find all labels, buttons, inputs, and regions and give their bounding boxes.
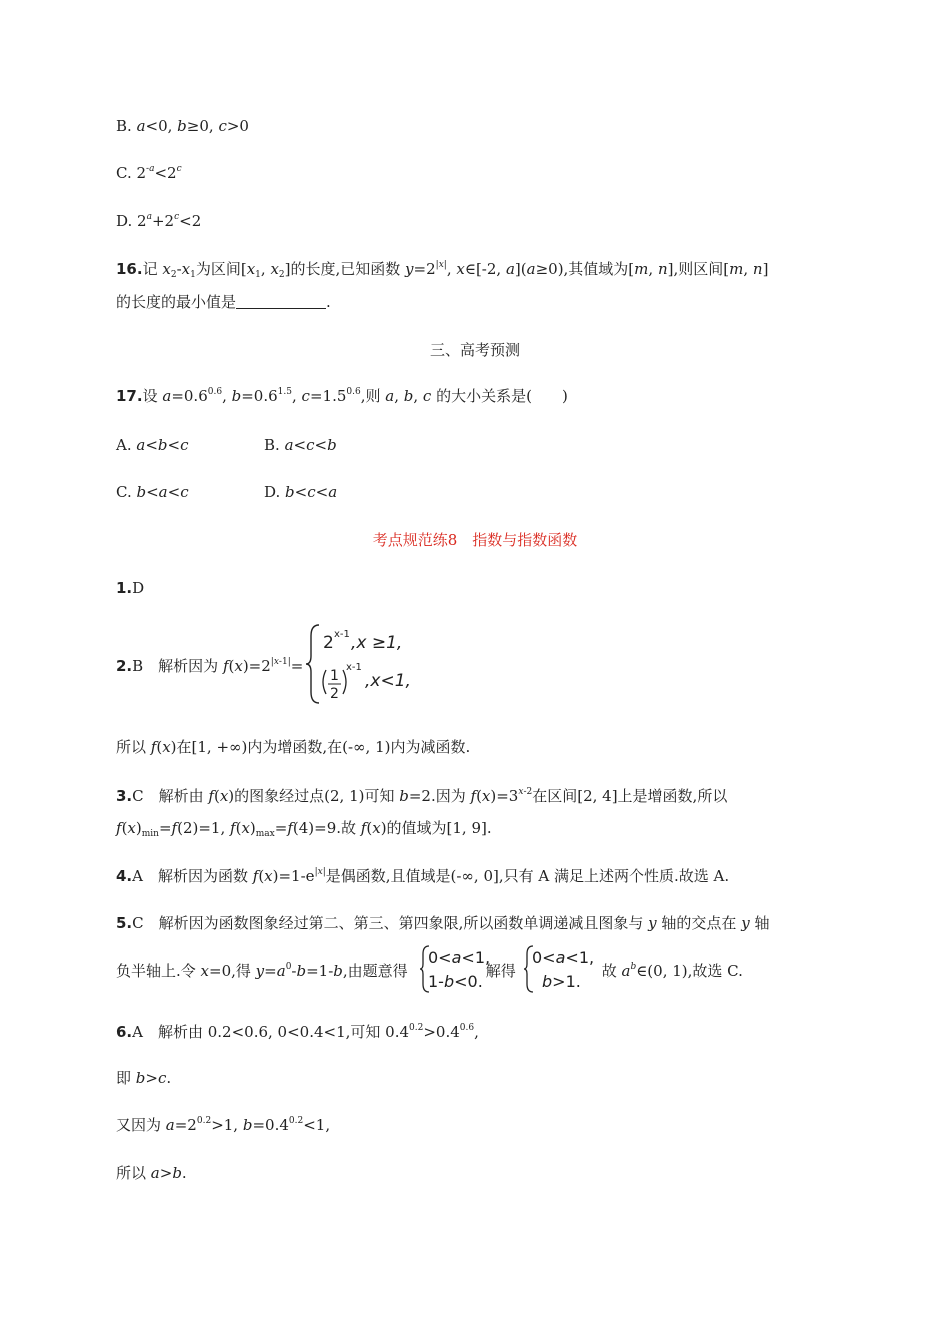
q17-option-b: B. a<c<b [264,436,337,454]
section-heading: 三、高考预测 [429,341,520,359]
answer-2-head: 2.B 解析因为 $f(x)=2^{|x-1|}=$ [116,657,304,675]
answer-3-line2: $f(x)_{min}=f(2)=1$, $f(x)_{max}=f(4)=9$.故 f(x)的值域为[1, 9]. [116,819,492,839]
answer-6-line3: 又因为 $a=2^{0.2}>1$, $b=0.4^{0.2}<1$, [116,1116,331,1134]
q16-end: . [326,293,331,311]
svg-text:b>1.: b>1. [542,972,581,991]
answer-1: 1.D [116,579,145,597]
q15-option-c: C. $2^{-a}<2^c$ [116,164,182,182]
svg-text:x-1: x-1 [334,629,350,640]
svg-text:2: 2 [330,686,339,702]
piecewise-function [305,622,435,706]
answer-6-line1: 6.A 解析由 0.2<0.6, 0<0.4<1,可知 $0.4^{0.2}>0.4^{0.6}$, [116,1023,479,1041]
answer-2-tail: 所以 f(x)在[1, +∞)内为增函数,在(-∞, 1)内为减函数. [116,738,471,756]
svg-text:2: 2 [323,633,334,653]
system-condition [420,944,496,994]
answer-6-line2: 即 b>c. [116,1069,172,1087]
q15-option-d: D. $2^a+2^c<2$ [116,212,202,230]
answer-3-line1: 3.C 解析由 f(x)的图象经过点(2, 1)可知 b=2.因为 $f(x)=3^{x-2}$在区间[2, 4]上是增函数,所以 [116,787,728,805]
system-solution [524,944,610,994]
answer-4: 4.A 解析因为函数 $f(x)=1-e^{|x|}$是偶函数,且值域是(-∞, 0],只有 A 满足上述两个性质.故选 A. [116,867,730,885]
q16-number: 16. [116,260,143,278]
answer-5-line1: 5.C 解析因为函数图象经过第二、第三、第四象限,所以函数单调递减且图象与 y 轴的交点在 y 轴 [116,914,770,932]
svg-text:x-1: x-1 [346,662,362,673]
answers-title: 考点规范练8 指数与指数函数 [372,531,578,549]
answer-blank[interactable] [236,294,326,309]
q17-option-c: C. b<a<c [116,483,189,501]
svg-text:,x ≥1,: ,x ≥1, [351,633,403,653]
svg-text:1: 1 [330,668,339,684]
answer-6-line4: 所以 a>b. [116,1164,187,1182]
q17-stem: 17.设 $a=0.6^{0.6}$, $b=0.6^{1.5}$, $c=1.5^{0.6}$,则 a, b, c 的大小关系是( ) [116,387,568,405]
q16-line2-text: 的长度的最小值是 [116,293,237,311]
q17-number: 17. [116,387,143,405]
svg-text:0<a<1,: 0<a<1, [428,948,491,967]
svg-text:0<a<1,: 0<a<1, [532,948,595,967]
svg-text:,x<1,: ,x<1, [365,671,411,691]
svg-text:1-b<0.: 1-b<0. [428,972,483,991]
q16-line2 [116,292,331,312]
answer-5-line2: 负半轴上.令 x=0,得 $y=a^0-b=1-b$,由题意得 解得 故 $a^b\in(0$, 1),故选 C. [116,962,743,980]
q17-option-a: A. a<b<c [116,436,189,454]
q15-option-b: B. a<0, b≥0, c>0 [116,117,249,135]
q17-option-d: D. b<c<a [264,483,338,501]
q16-line1: 16.记 $x_2-x_1$为区间[$x_1$, $x_2$]的长度,已知函数 $y=2^{|x|}$, x∈[-2, a](a≥0),其值域为[m, n],则区间[m, n] [116,260,769,280]
